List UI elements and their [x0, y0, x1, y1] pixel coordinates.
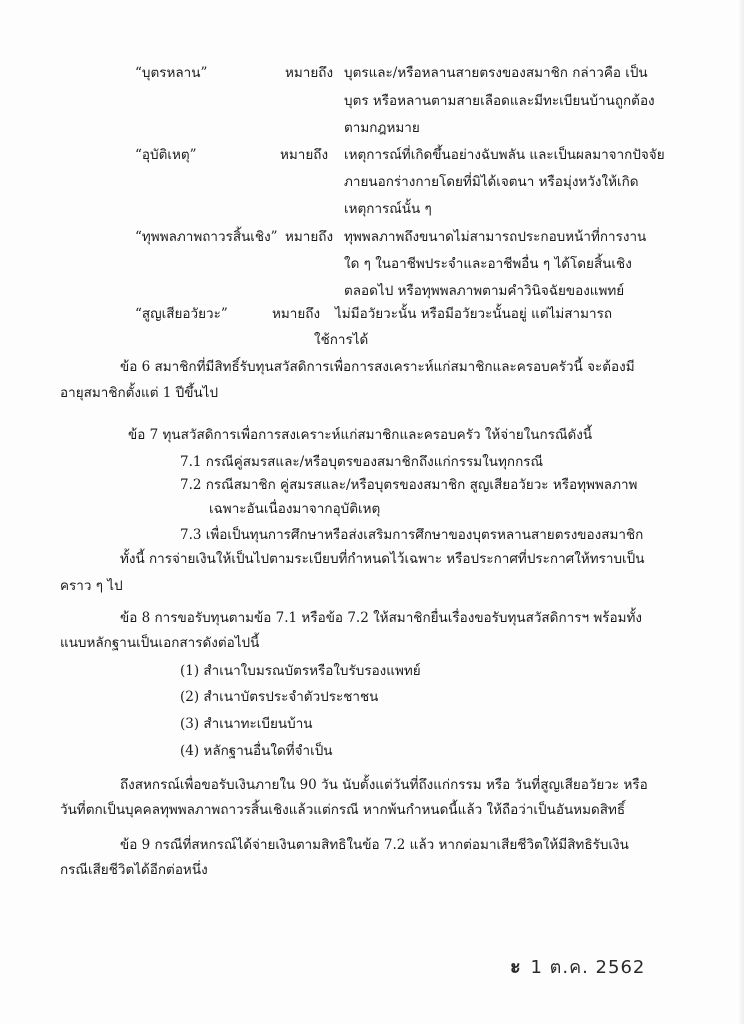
clause-8-item: (3) สำเนาทะเบียนบ้าน — [180, 716, 313, 732]
clause-8-line: ข้อ 8 การขอรับทุนตามข้อ 7.1 หรือข้อ 7.2 ให้สมาชิกยื่นเรื่องขอรับทุนสวัสดิการฯ พร้อมทั้ง — [120, 610, 642, 626]
definition-text: เหตุการณ์ที่เกิดขึ้นอย่างฉับพลัน และเป็นผลมาจากปัจจัย — [344, 147, 665, 163]
definition-text: ตลอดไป หรือทุพพลภาพตามคำวินิจฉัยของแพทย์ — [344, 283, 625, 299]
clause-7-note: ทั้งนี้ การจ่ายเงินให้เป็นไปตามระเบียบที่กำหนดไว้เฉพาะ หรือประกาศที่ประกาศให้ทราบเป็น — [120, 551, 645, 567]
clause-8-item: (4) หลักฐานอื่นใดที่จำเป็น — [180, 743, 333, 759]
clause-8-item: (2) สำเนาบัตรประจำตัวประชาชน — [180, 689, 379, 705]
clause-9-line: ข้อ 9 กรณีที่สหกรณ์ได้จ่ายเงินตามสิทธิในข้อ 7.2 แล้ว หากต่อมาเสียชีวิตให้มีสิทธิรับเงิน — [120, 837, 629, 853]
clause-8-deadline: วันที่ตกเป็นบุคคลทุพพลภาพถาวรสิ้นเชิงแล้วแต่กรณี หากพ้นกำหนดนี้แล้ว ให้ถือว่าเป็นอันหมดสิทธิ์ — [60, 802, 626, 818]
definition-text: ใด ๆ ในอาชีพประจำและอาชีพอื่น ๆ ได้โดยสิ้นเชิง — [344, 256, 632, 272]
definition-means: หมายถึง — [280, 147, 329, 163]
definition-text: ไม่มีอวัยวะนั้น หรือมีอวัยวะนั้นอยู่ แต่ไม่สามารถ — [335, 306, 613, 322]
definition-text: บุตร หรือหลานตามสายเลือดและมีทะเบียนบ้านถูกต้อง — [344, 93, 655, 109]
definition-term: “อุบัติเหตุ” — [135, 147, 197, 163]
definition-means: หมายถึง — [285, 229, 334, 245]
definition-text: ใช้การได้ — [314, 332, 369, 348]
clause-6-line: ข้อ 6 สมาชิกที่มีสิทธิ์รับทุนสวัสดิการเพื่อการสงเคราะห์แก่สมาชิกและครอบครัวนี้ จะต้องมี — [120, 359, 635, 375]
date-stamp-mark: ะ — [510, 954, 522, 978]
clause-7-item: 7.1 กรณีคู่สมรสและ/หรือบุตรของสมาชิกถึงแก่กรรมในทุกกรณี — [180, 454, 544, 470]
definition-text: ตามกฎหมาย — [344, 120, 420, 136]
definition-term: “สูญเสียอวัยวะ” — [135, 306, 228, 322]
definition-text: บุตรและ/หรือหลานสายตรงของสมาชิก กล่าวคือ เป็น — [344, 65, 648, 81]
definition-term: “บุตรหลาน” — [135, 65, 208, 81]
clause-8-item: (1) สำเนาใบมรณบัตรหรือใบรับรองแพทย์ — [180, 663, 421, 679]
clause-8-deadline: ถึงสหกรณ์เพื่อขอรับเงินภายใน 90 วัน นับตั้งแต่วันที่ถึงแก่กรรม หรือ วันที่สูญเสียอวัยวะ หรือ — [120, 777, 648, 793]
page-edge-shadow — [738, 0, 744, 1024]
clause-7-item: 7.3 เพื่อเป็นทุนการศึกษาหรือส่งเสริมการศึกษาของบุตรหลานสายตรงของสมาชิก — [180, 527, 644, 543]
clause-7-item: เฉพาะอันเนื่องมาจากอุบัติเหตุ — [209, 501, 381, 517]
clause-7-note: คราว ๆ ไป — [60, 578, 123, 594]
definition-means: หมายถึง — [285, 65, 334, 81]
clause-6-line: อายุสมาชิกตั้งแต่ 1 ปีขึ้นไป — [60, 385, 219, 401]
definition-text: ทุพพลภาพถึงขนาดไม่สามารถประกอบหน้าที่การงาน — [344, 229, 647, 245]
definition-term: “ทุพพลภาพถาวรสิ้นเชิง” — [135, 229, 278, 245]
clause-7-heading: ข้อ 7 ทุนสวัสดิการเพื่อการสงเคราะห์แก่สมาชิกและครอบครัว ให้จ่ายในกรณีดังนี้ — [128, 427, 593, 443]
definition-text: เหตุการณ์นั้น ๆ — [344, 201, 432, 217]
clause-8-line: แนบหลักฐานเป็นเอกสารดังต่อไปนี้ — [60, 635, 260, 651]
clause-7-item: 7.2 กรณีสมาชิก คู่สมรสและ/หรือบุตรของสมาชิก สูญเสียอวัยวะ หรือทุพพลภาพ — [180, 477, 638, 493]
date-stamp-text: 1 ต.ค. 2562 — [530, 957, 646, 978]
definition-text: ภายนอกร่างกายโดยที่มิได้เจตนา หรือมุ่งหวังให้เกิด — [344, 174, 639, 190]
definition-means: หมายถึง — [272, 306, 321, 322]
clause-9-line: กรณีเสียชีวิตได้อีกต่อหนึ่ง — [60, 862, 208, 878]
date-stamp — [510, 950, 645, 982]
